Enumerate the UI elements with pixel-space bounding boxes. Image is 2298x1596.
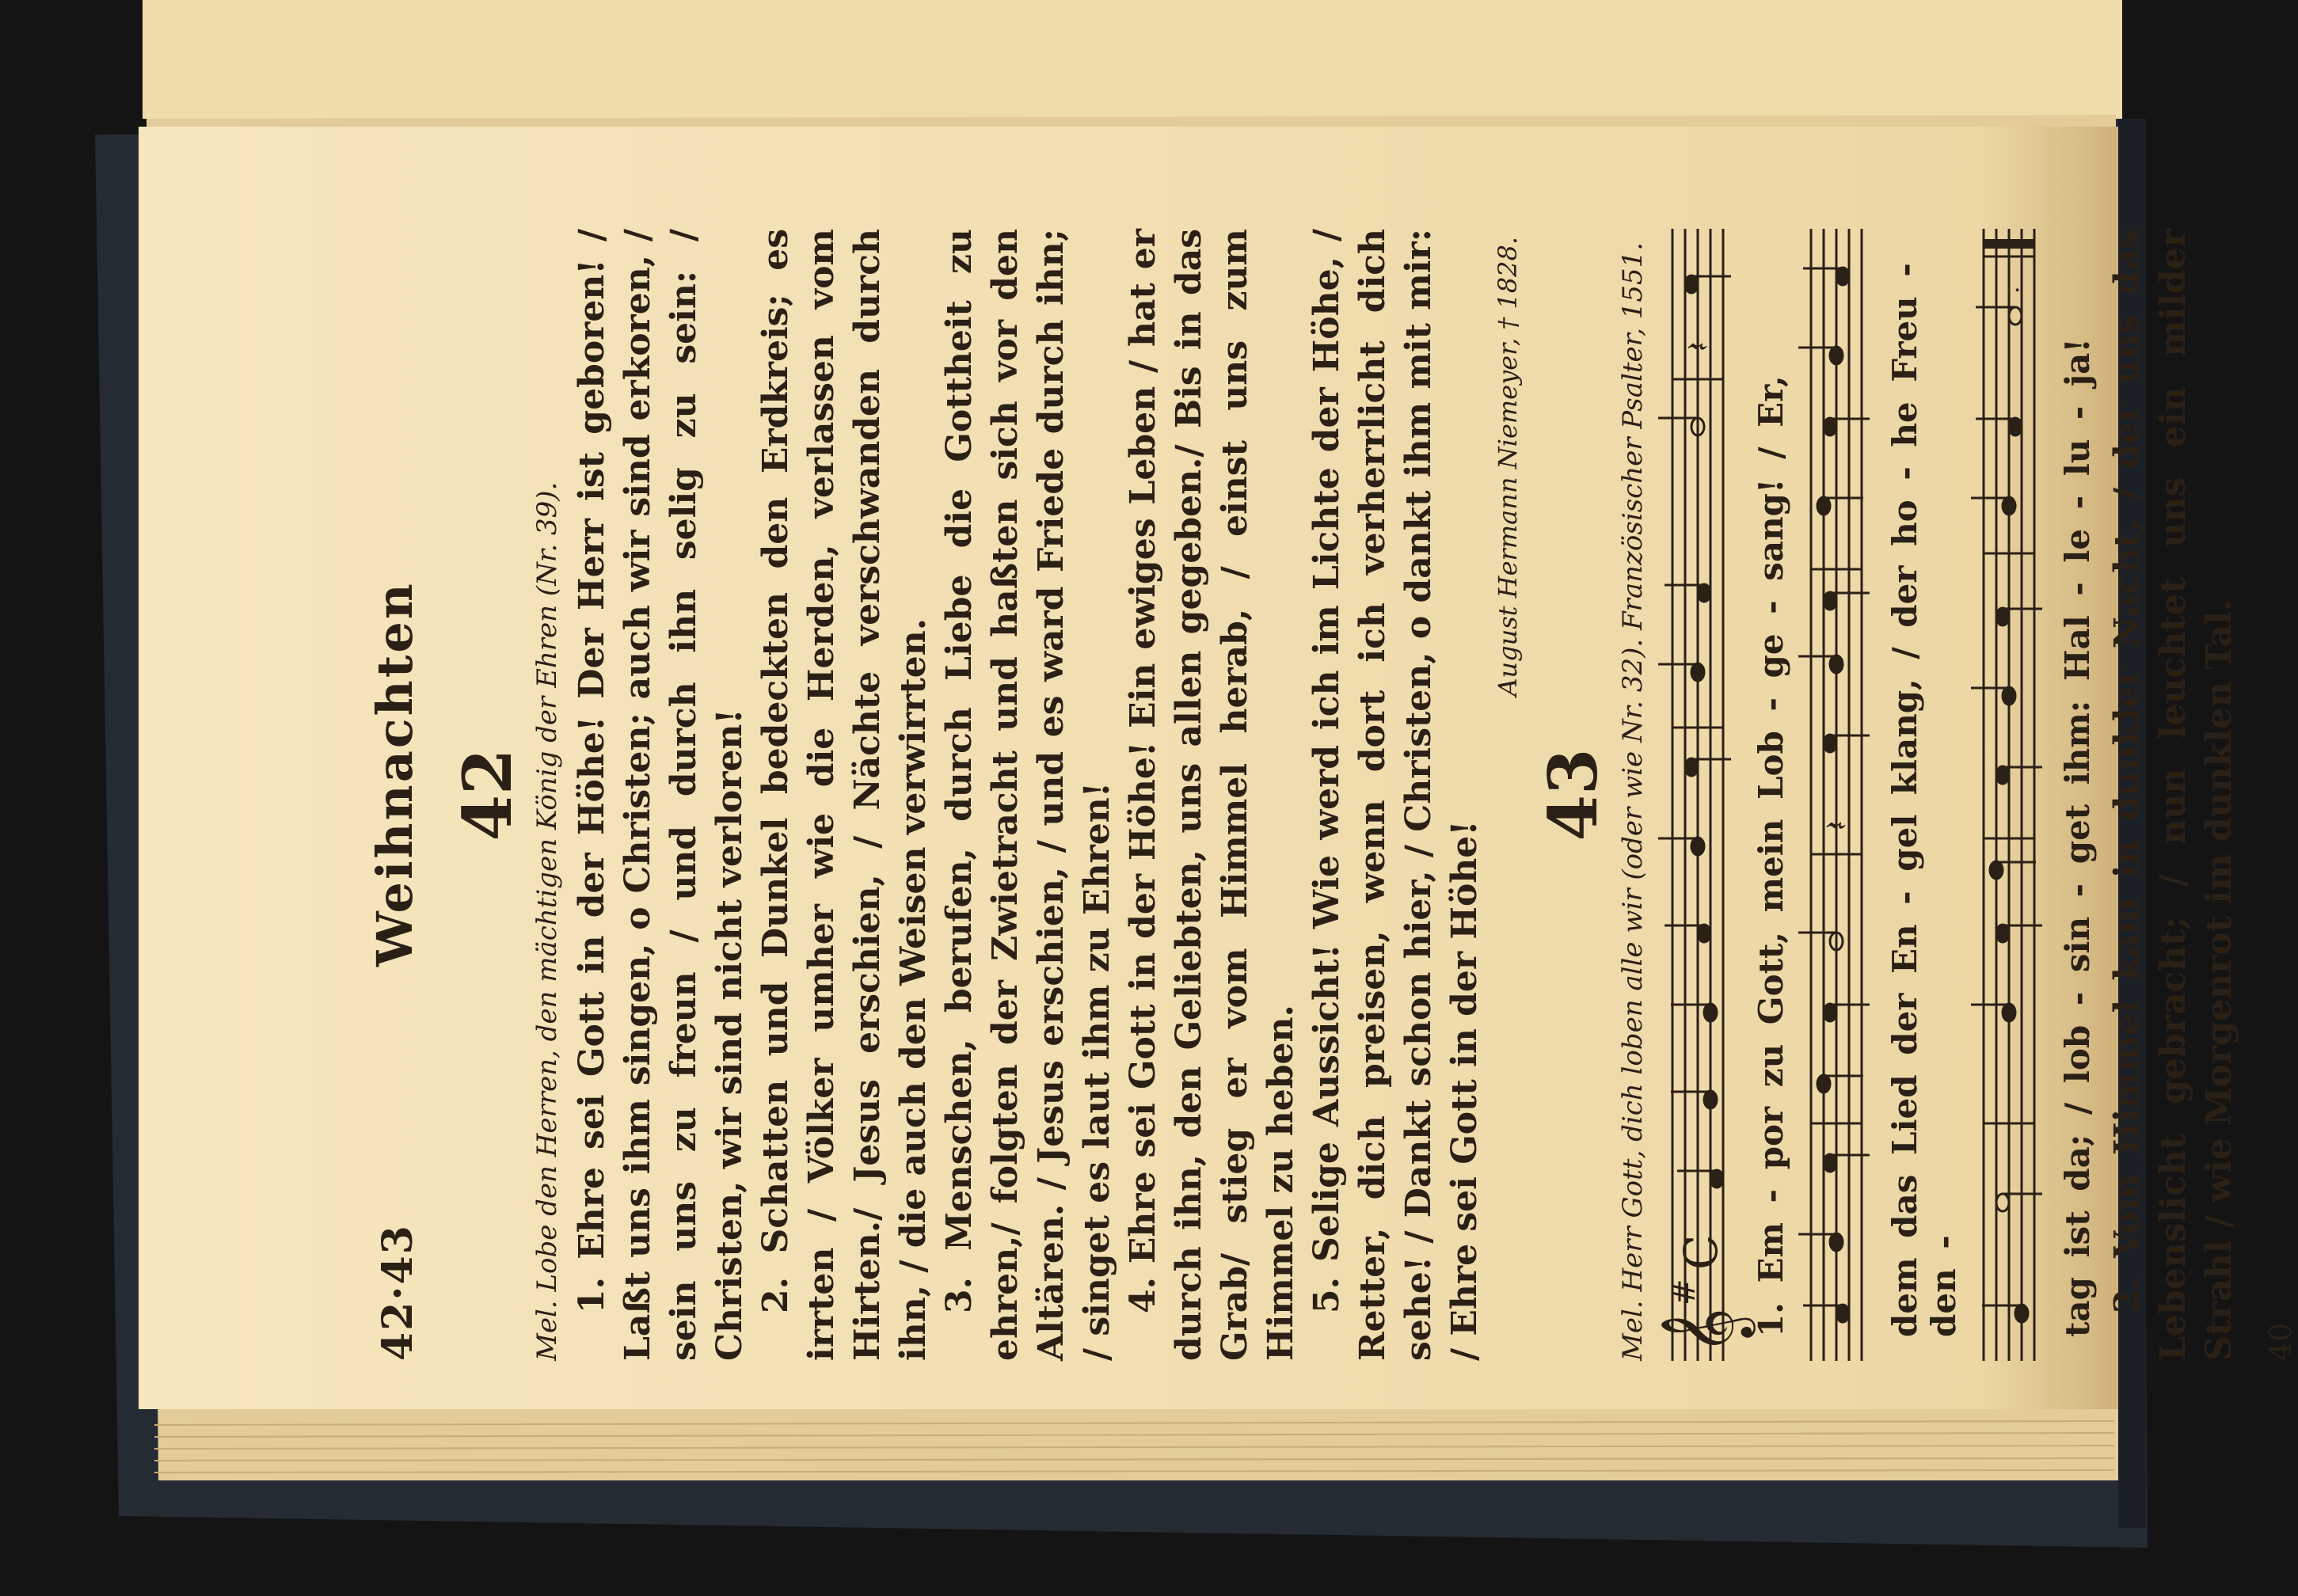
hymn43-verse-2: 2. Vom Himmel kam in dunkler Nacht, / der uns das Lebenslicht gebracht; / nun leuchtet uns ein milder Strahl / wie Morgenrot im dunklen Tal.	[2107, 229, 2239, 1361]
music-staff-3	[1971, 229, 2053, 1361]
rotated-page-content	[247, 189, 2298, 1400]
hymn42-verse-4: 4. Ehre sei Gott in der Höhe! Ein ewiges Leben / hat er durch ihn, den Geliebten, uns allen gegeben./ Bis in das Grab/ stieg er vom Himmel herab, / einst uns zum Himmel zu heben.	[1123, 229, 1301, 1361]
section-title: Weihnachten	[366, 581, 424, 967]
svg-text:.: .	[1997, 286, 2025, 294]
svg-text:𝄽: 𝄽	[1680, 341, 1717, 352]
hymn-number-43: 43	[1534, 748, 1612, 842]
svg-text:#: #	[1666, 1279, 1703, 1305]
hymn43-lyric-line-1: 1. Em - por zu Gott, mein Lob - ge - sang! / Er,	[1752, 375, 1790, 1337]
svg-text:C: C	[1674, 1234, 1728, 1270]
page-number: 40	[2263, 1322, 2298, 1361]
hymn43-lyric-line-3: tag ist da; / lob - sin - get ihm: Hal - le - lu - ja!	[2058, 338, 2097, 1337]
melody-note-43: Mel. Herr Gott, dich loben alle wir (oder wie Nr. 32). Französischer Psalter, 1551.	[1617, 241, 1649, 1361]
hymn42-verse-1: 1. Ehre sei Gott in der Höhe! Der Herr ist geboren! / Laßt uns ihm singen, o Christen; auch wir sind erkoren, / sein uns zu freun / und durch ihn selig zu sein: / Christen, wir sind nicht verloren!	[572, 229, 750, 1361]
hymn43-lyric-line-2: dem das Lied der En - gel klang, / der ho - he Freu - den -	[1885, 263, 1963, 1337]
treble-clef-icon: 𝄞	[1659, 1307, 1752, 1355]
page-range: 42·43	[374, 1224, 422, 1361]
hymn42-verse-2: 2. Schatten und Dunkel bedeckten den Erdkreis; es irrten / Völker umher wie die Herden, verlassen vom Hirten./ Jesus erschien, / Nächte verschwanden durch ihn, / die auch den Weisen verwirrten.	[755, 229, 934, 1361]
melody-note-42: Mel. Lobe den Herren, den mächtigen König der Ehren (Nr. 39).	[531, 481, 563, 1361]
page-header	[366, 229, 437, 1361]
svg-text:𝄽: 𝄽	[1819, 820, 1855, 830]
hymn42-author: August Hermann Niemeyer, † 1828.	[1493, 237, 1523, 697]
hymn-number-42: 42	[448, 748, 527, 842]
hymn42-verse-3: 3. Menschen, berufen, durch Liebe die Gottheit zu ehren,/ folgten der Zwietracht und haßten sich vor den Altären. / Jesus erschien, / und es ward Friede durch ihn; / singet es laut ihm zu Ehren!	[939, 229, 1117, 1361]
music-staff-1	[1657, 229, 1752, 1361]
hymn42-verse-5: 5. Selige Aussicht! Wie werd ich im Lichte der Höhe, / Retter, dich preisen, wenn dort ich verherrlicht dich sehe! / Dankt schon hier, / Christen, o dankt ihm mit mir: / Ehre sei Gott in der Höhe!	[1307, 229, 1485, 1361]
adjacent-page	[143, 0, 2122, 119]
music-staff-2	[1798, 229, 1881, 1361]
